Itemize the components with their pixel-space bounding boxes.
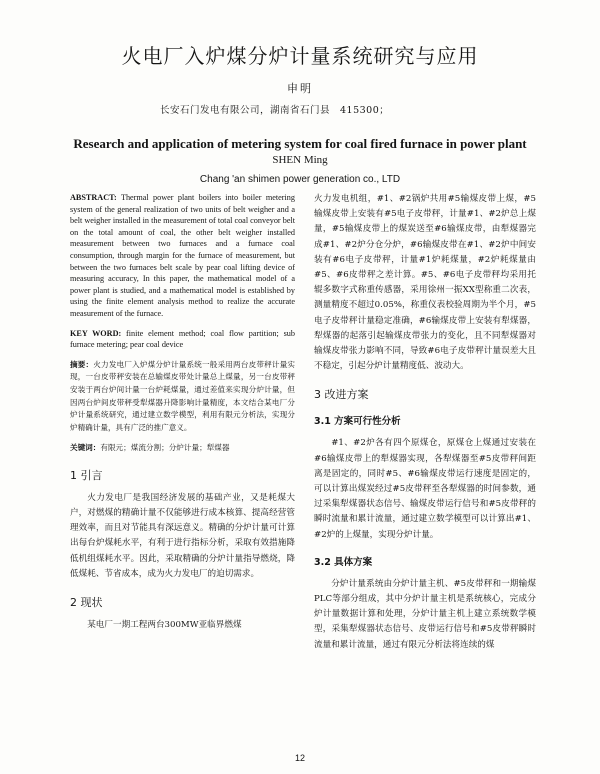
abstract-en-text: Thermal power plant boilers into boiler metering system of the general realization of two units of belt weigher and a belt weigher installed in the measurement of total coal conveyor belt on the total amount of coal, the other belt weigher installed measurement between two furnaces and a furnace coal consumption, through margin for the furnace of measurement, but between the two furnaces belt scale by pear coal lifting device of measuring accuracy, In this paper, the mathematical model of a power plant is studied, and a mathematical model is established by using the finite element analysis method to realize the accurate measurement of the furnace. [70, 193, 295, 318]
abstract-cn [70, 359, 295, 435]
affiliation-cn: 长安石门发电有限公司，湖南省石门县 415300； [160, 105, 390, 116]
section-3-2-heading: 3.2 具体方案 [314, 556, 373, 568]
author-cn: 申明 [287, 82, 313, 95]
left-column [70, 192, 295, 633]
section-3-heading: 3 改进方案 [314, 388, 369, 402]
section-3-1-paragraph: #1、#2炉各有四个原煤仓，原煤仓上煤通过安装在#6输煤皮带上的犁煤器实现，各犁煤器至#5皮带秤间距离是固定的，同时#5、#6输煤皮带运行速度是固定的，可以计算出煤炭经过#5皮带秤至各犁煤器的时间参数，通过采集犁煤器状态信号、输煤皮带运行信号和#5皮带秤的瞬时流量和累计流量，通过建立数学模型可以计算出#1、#2炉的上煤量，实现分炉计量。 [314, 438, 536, 540]
section-2-paragraph-cont: 火力发电机组，#1、#2锅炉共用#5输煤皮带上煤，#5输煤皮带上安装有#5电子皮带秤，计量#1、#2炉总上煤量，#5输煤皮带上的煤炭送至#6输煤皮带，由犁煤器完成#1、#2炉分仓分炉，#6输煤皮带在#1、#2炉中间安装有#6电子皮带秤，计量#1炉耗煤量，#2炉耗煤量由#5、#6皮带秤之差计算。#5、#6电子皮带秤均采用托辊多数字式称重传感器，采用徐州一振XX型称重二次表，测量精度不超过0.05%，称重仪表校验周期为半个月，#5电子皮带秤计量稳定准确，#6输煤皮带上安装有犁煤器，犁煤器的起落引起输煤皮带张力的变化，且不同犁煤器对输煤皮带张力影响不同，导致#6电子皮带秤计量误差大且不稳定，引起分炉计量精度低、波动大。 [314, 194, 536, 372]
abstract-cn-label: 摘要： [70, 359, 94, 369]
keywords-cn-label: 关键词： [70, 443, 101, 453]
affiliation-en: Chang 'an shimen power generation co., LTD [199, 174, 401, 185]
abstract-cn-text: 火力发电厂入炉煤分炉计量系统一般采用两台皮带秤计量实现，一台皮带秤安装在总输煤皮带处计量总上煤量，另一台皮带秤安装于两台炉间计量一台炉耗煤量，通过差值来实现分炉计量，但因两台炉间皮带秤受犁煤器升降影响计量精度，本文结合某电厂分炉计量系统研究，通过建立数学模型，利用有限元分析法，实现分炉精确计量，具有广泛的推广意义。 [70, 359, 296, 432]
author-en: SHEN Ming [272, 154, 328, 166]
section-1-paragraph: 火力发电厂是我国经济发展的基础产业，又是耗煤大户，对燃煤的精确计量不仅能够进行成本核算、提高经营管理效率，而且对节能具有深远意义。精确的分炉计量可计算出每台炉煤耗水平，有利于进行指标分析，采取有效措施降低机组煤耗水平。因此，采取精确的分炉计量指导燃烧，降低煤耗、节省成本，成为火力发电厂的迫切需求。 [70, 492, 295, 579]
page-number: 12 [294, 753, 305, 763]
section-1-heading: 1 引言 [70, 468, 103, 482]
abstract-en-label: ABSTRACT: [70, 193, 117, 202]
right-column [314, 192, 536, 653]
paper-title-en: Research and application of metering system for coal fired furnace in power plant [73, 136, 527, 151]
section-3-1-heading: 3.1 方案可行性分析 [314, 416, 401, 428]
abstract-en [70, 192, 295, 320]
keywords-en [70, 328, 295, 351]
keywords-cn-text: 有限元；煤流分割；分炉计量；犁煤器 [100, 443, 230, 453]
keywords-en-label: KEY WORD: [70, 328, 122, 338]
paper-title-cn: 火电厂入炉煤分炉计量系统研究与应用 [121, 44, 479, 68]
section-2-paragraph-start: 某电厂一期工程两台300MW亚临界燃煤 [87, 620, 242, 631]
keywords-cn [70, 442, 295, 455]
section-3-2-paragraph: 分炉计量系统由分炉计量主机、#5皮带秤和一期输煤PLC等部分组成，其中分炉计量主机是系统核心，完成分炉计量数据计算和处理，分炉计量主机上建立系统数学模型，采集犁煤器状态信号、皮带运行信号和#5皮带秤瞬时流量和累计流量，通过有限元分析法将连续的煤 [314, 578, 536, 650]
keywords-en-text: finite element method; coal flow partition; sub furnace metering; pear coal device [70, 328, 295, 350]
section-2-heading: 2 现状 [70, 596, 103, 610]
